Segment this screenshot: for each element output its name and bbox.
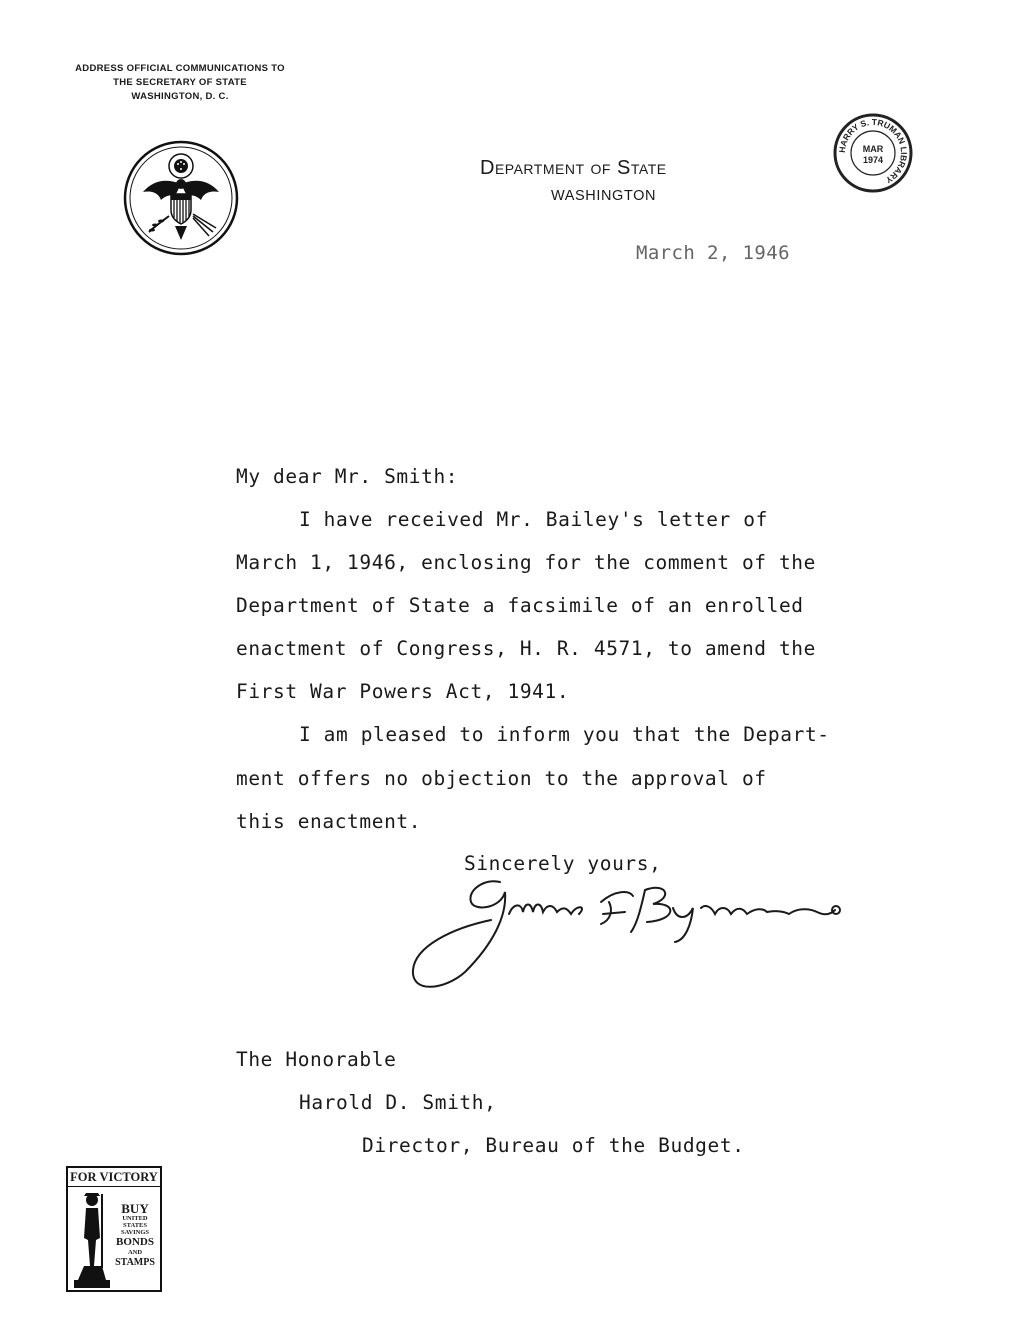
body-line-2: March 1, 1946, enclosing for the comment of the <box>236 551 816 574</box>
letter-date: March 2, 1946 <box>636 242 790 264</box>
department-city: WASHINGTON <box>551 188 657 204</box>
body-line-4: enactment of Congress, H. R. 4571, to amend the <box>236 637 816 660</box>
address-line-2: THE SECRETARY OF STATE <box>113 77 247 88</box>
war-bonds-ad <box>66 1166 162 1292</box>
bonds-united: UNITED <box>122 1215 148 1222</box>
body-line-7: ment offers no objection to the approval of <box>236 767 767 790</box>
bonds-ad-title: FOR VICTORY <box>68 1168 160 1187</box>
body-line-8: this enactment. <box>236 810 422 833</box>
bonds-states: STATES <box>123 1222 147 1229</box>
recipient-office: Director, Bureau of the Budget. <box>362 1134 745 1157</box>
recipient-name: Harold D. Smith, <box>299 1091 497 1114</box>
body-line-1: I have received Mr. Bailey's letter of <box>299 508 768 531</box>
bonds-stamps: STAMPS <box>115 1257 155 1268</box>
stamp-date-year: 1974 <box>862 155 884 165</box>
salutation: My dear Mr. Smith: <box>236 465 459 488</box>
signature <box>405 868 845 998</box>
address-line-1: ADDRESS OFFICIAL COMMUNICATIONS TO <box>75 63 285 74</box>
body-line-3: Department of State a facsimile of an enrolled <box>236 594 804 617</box>
bonds-and: AND <box>127 1249 143 1256</box>
department-title: Department of State <box>480 157 667 179</box>
letterhead-address <box>60 62 300 104</box>
great-seal-icon <box>123 140 239 256</box>
body-line-5: First War Powers Act, 1941. <box>236 680 570 703</box>
bonds-savings: SAVINGS <box>120 1229 150 1236</box>
bonds-buy: BUY <box>121 1201 149 1216</box>
bonds-ad-text <box>108 1202 162 1269</box>
stamp-text: HARRY S. TRUMAN LIBRARY <box>836 116 910 186</box>
body-line-6: I am pleased to inform you that the Depart- <box>299 723 830 746</box>
stamp-date-month: MAR <box>862 144 884 154</box>
closing: Sincerely yours, <box>464 852 662 875</box>
minuteman-icon <box>72 1188 112 1290</box>
recipient-title: The Honorable <box>236 1048 397 1071</box>
library-stamp <box>832 112 914 194</box>
address-line-3: WASHINGTON, D. C. <box>131 91 229 102</box>
bonds-bonds: BONDS <box>116 1236 154 1248</box>
